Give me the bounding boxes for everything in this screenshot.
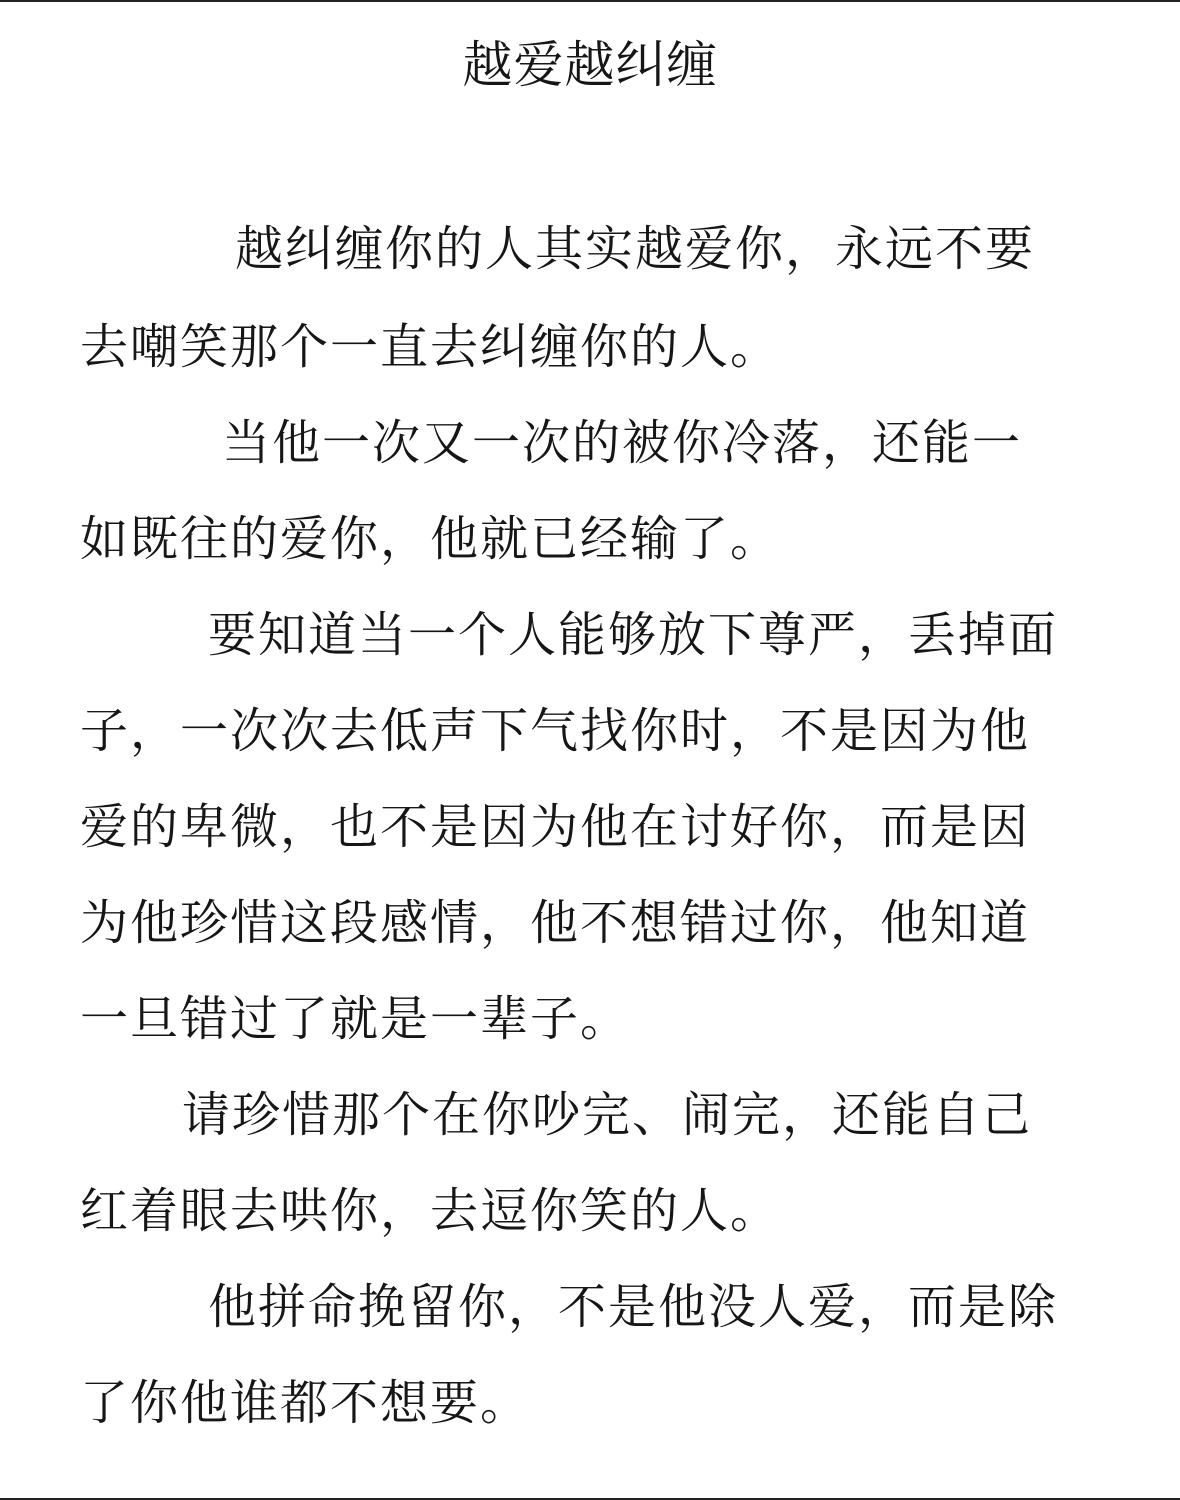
text-line: 一旦错过了就是一辈子。 — [80, 991, 631, 1047]
text-line: 要知道当一个人能够放下尊严，丢掉面 — [208, 607, 1059, 663]
top-divider — [0, 0, 1180, 2]
text-line: 当他一次又一次的被你冷落，还能一 — [222, 415, 1023, 471]
text-line: 了你他谁都不想要。 — [80, 1375, 531, 1431]
text-line: 红着眼去哄你，去逗你笑的人。 — [80, 1183, 781, 1239]
text-line: 爱的卑微，也不是因为他在讨好你，而是因 — [80, 799, 1031, 855]
text-line: 如既往的爱你，他就已经输了。 — [80, 511, 781, 567]
text-line: 子，一次次去低声下气找你时，不是因为他 — [80, 703, 1031, 759]
text-line: 为他珍惜这段感情，他不想错过你，他知道 — [80, 895, 1031, 951]
document-title: 越爱越纠缠 — [462, 36, 718, 94]
text-line: 去嘲笑那个一直去纠缠你的人。 — [80, 319, 781, 375]
text-line: 他拼命挽留你，不是他没人爱，而是除 — [208, 1279, 1059, 1335]
text-line: 越纠缠你的人其实越爱你，永远不要 — [235, 221, 1036, 277]
text-line: 请珍惜那个在你吵完、闹完，还能自己 — [182, 1087, 1033, 1143]
